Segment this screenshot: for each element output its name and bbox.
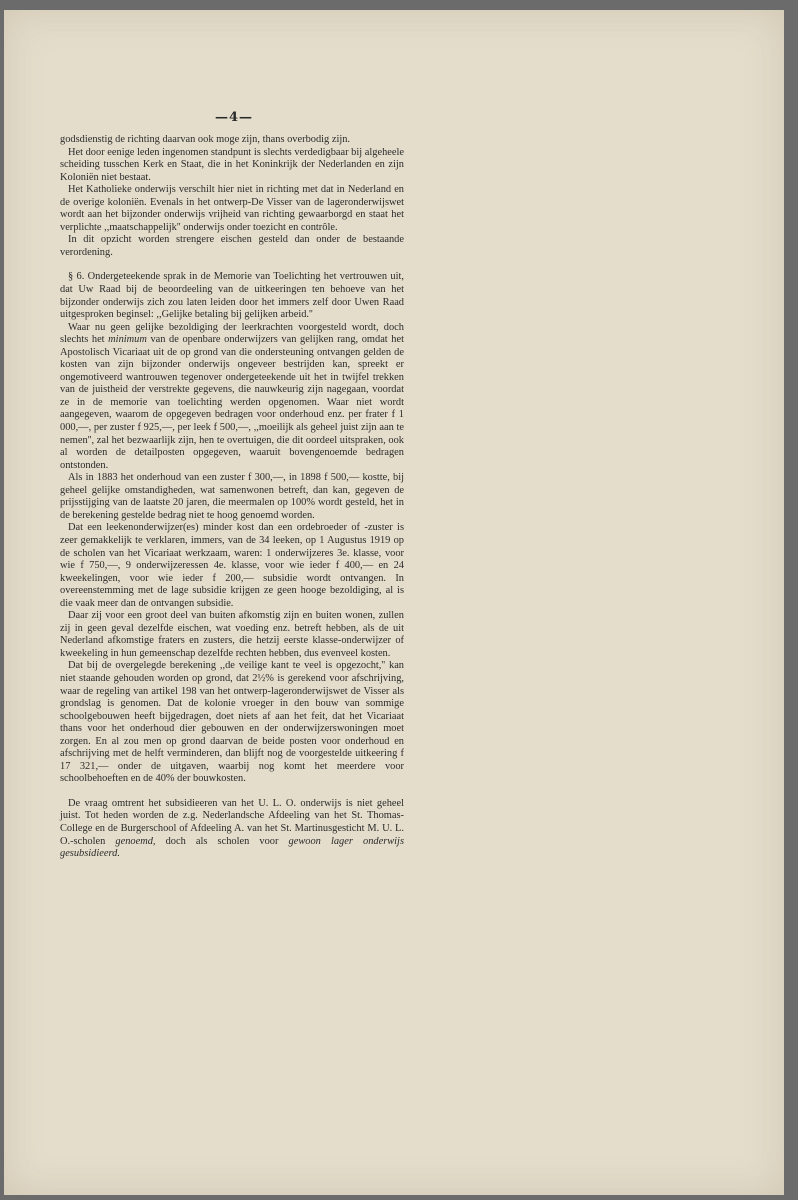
paragraph-6-part-2: van de openbare onderwijzers van gelijken rang, omdat het Apostolisch Vicariaat uit de op grond van die ondersteuning ontvangen gelden de kosten van zijn bijzonder onderwijs ongeveer bestrijden kan, spreekt er ongemotiveerd wantrouwen tegenover ondergeteekende uit het in twijfel trekken van de juistheid der verstrekte gegevens, die nauwkeurig zijn nagegaan, voordat ze in de memorie van toelichting werden opgenomen. Waar niet wordt aangegeven, waarom de opgegeven bedragen voor onderhoud enz. per frater f 1 000,—, per zuster f 925,—, per leek f 500,—, ,,moeilijk als geheel juist zijn aan te nemen'', zal het bezwaarlijk zijn, hen te overtuigen, die dit oordeel uitspraken, ook al worden de detailposten opgegeven, waaruit bovengenoemde bedragen ontstonden. xyxy=(60,334,404,471)
paragraph-11 xyxy=(60,798,404,861)
paragraph-6 xyxy=(60,322,404,473)
paragraph-9: Daar zij voor een groot deel van buiten afkomstig zijn en buiten wonen, zullen zij in geen geval dezelfde eischen, wat voeding enz. betreft hebben, als de uit Nederland afkomstige fraters en zusters, die hetzij eerste klasse-onderwijzer of kweekeling in hun gemeenschap dezelfde rechten hebben, dus evenveel kosten. xyxy=(60,610,404,659)
paragraph-6-emphasis: minimum xyxy=(108,334,147,346)
paragraph-11-part-2: doch als scholen voor xyxy=(155,835,289,847)
paragraph-8: Dat een leekenonderwijzer(es) minder kost dan een ordebroeder of -zuster is zeer gemakkelijk te verklaren, immers, van de 34 leeken, op 1 Augustus 1919 op de scholen van het Vicariaat werkzaam, waren: 1 onderwijzeres 3e. klasse, voor wie f 750,—, 9 onderwijzeressen 4e. klasse, voor wie ieder f 400,— en 24 kweekelingen, voor wie ieder f 200,— subsidie wordt ontvangen. In overeenstemming met de lage subsidie krijgen ze geen hooge bezoldiging, al is die vaak meer dan de ontvangen subsidie. xyxy=(60,522,404,609)
paragraph-7: Als in 1883 het onderhoud van een zuster f 300,—, in 1898 f 500,— kostte, bij geheel gelijke omstandigheden, wat samenwonen betreft, dan kan, gegeven de prijsstijging van de laatste 20 jaren, die meermalen op 100% wordt gesteld, het in de berekening gestelde bedrag niet te hoog genoemd worden. xyxy=(60,472,404,521)
paragraph-4: In dit opzicht worden strengere eischen gesteld dan onder de bestaande verordening. xyxy=(60,234,404,258)
paragraph-2: Het door eenige leden ingenomen standpunt is slechts verdedigbaar bij algeheele scheiding tusschen Kerk en Staat, die in het Koninkrijk der Nederlanden en zijn Koloniën niet bestaat. xyxy=(60,146,404,183)
body-text xyxy=(60,134,404,861)
paragraph-section-6: § 6. Ondergeteekende sprak in de Memorie van Toelichting het vertrouwen uit, dat Uw Raad bij de beoordeeling van de uitkeeringen ten behoeve van het bijzonder onderwijs zich zou laten leiden door het immers zelf door Uwen Raad uitgesproken beginsel: ,,Gelijke betaling bij gelijken arbeid.'' xyxy=(60,271,404,321)
paragraph-3: Het Katholieke onderwijs verschilt hier niet in richting met dat in Nederland en de overige koloniën. Evenals in het ontwerp-De Visser van de lageronderwijswet wordt aan het bijzonder onderwijs vrijheid van richting gewaarborgd en staat het verplichte ,,maatschappelijk'' onderwijs onder toezicht en contrôle. xyxy=(60,184,404,233)
paragraph-11-emphasis-2: gewoon lager onderwijs gesubsidieerd. xyxy=(60,835,404,860)
document-page xyxy=(4,10,784,1195)
paragraph-11-emphasis-1: genoemd, xyxy=(115,835,156,847)
paragraph-6-part-1: Waar nu geen gelijke bezoldiging der leerkrachten voorgesteld wordt, doch slechts het xyxy=(60,321,404,346)
page-number: —4— xyxy=(214,110,254,125)
paragraph-1: godsdienstig de richting daarvan ook moge zijn, thans overbodig zijn. xyxy=(60,134,351,145)
paragraph-10: Dat bij de overgelegde berekening ,,de veilige kant te veel is opgezocht,'' kan niet staande gehouden worden op grond, dat 2½% is gerekend voor afschrijving, waar de regeling van artikel 198 van het ontwerp-lageronderwijswet de Visser als grondslag is genomen. Dat de kolonie vroeger in den bouw van sommige schoolgebouwen heeft bijgedragen, doet niets af aan het feit, dat het Vicariaat thans voor het onderhoud dier gebouwen en der onderwijzerswoningen moet zorgen. En al zou men op grond daarvan de beide posten voor onderhoud en afschrijving met de helft verminderen, dan blijft nog de voorgestelde uitkeering f 17 321,— onder de uitgaven, waarbij nog komt het meerdere voor schoolbehoeften en de 40% der bouwkosten. xyxy=(60,660,404,785)
paragraph-11-part-1: De vraag omtrent het subsidieeren van het U. L. O. onderwijs is niet geheel juist. Tot heden worden de z.g. Nederlandsche Afdeeling van het St. Thomas-College en de Burgerschool of Afdeeling A. van het St. Martinusgesticht M. U. L. O.-scholen xyxy=(60,797,404,847)
